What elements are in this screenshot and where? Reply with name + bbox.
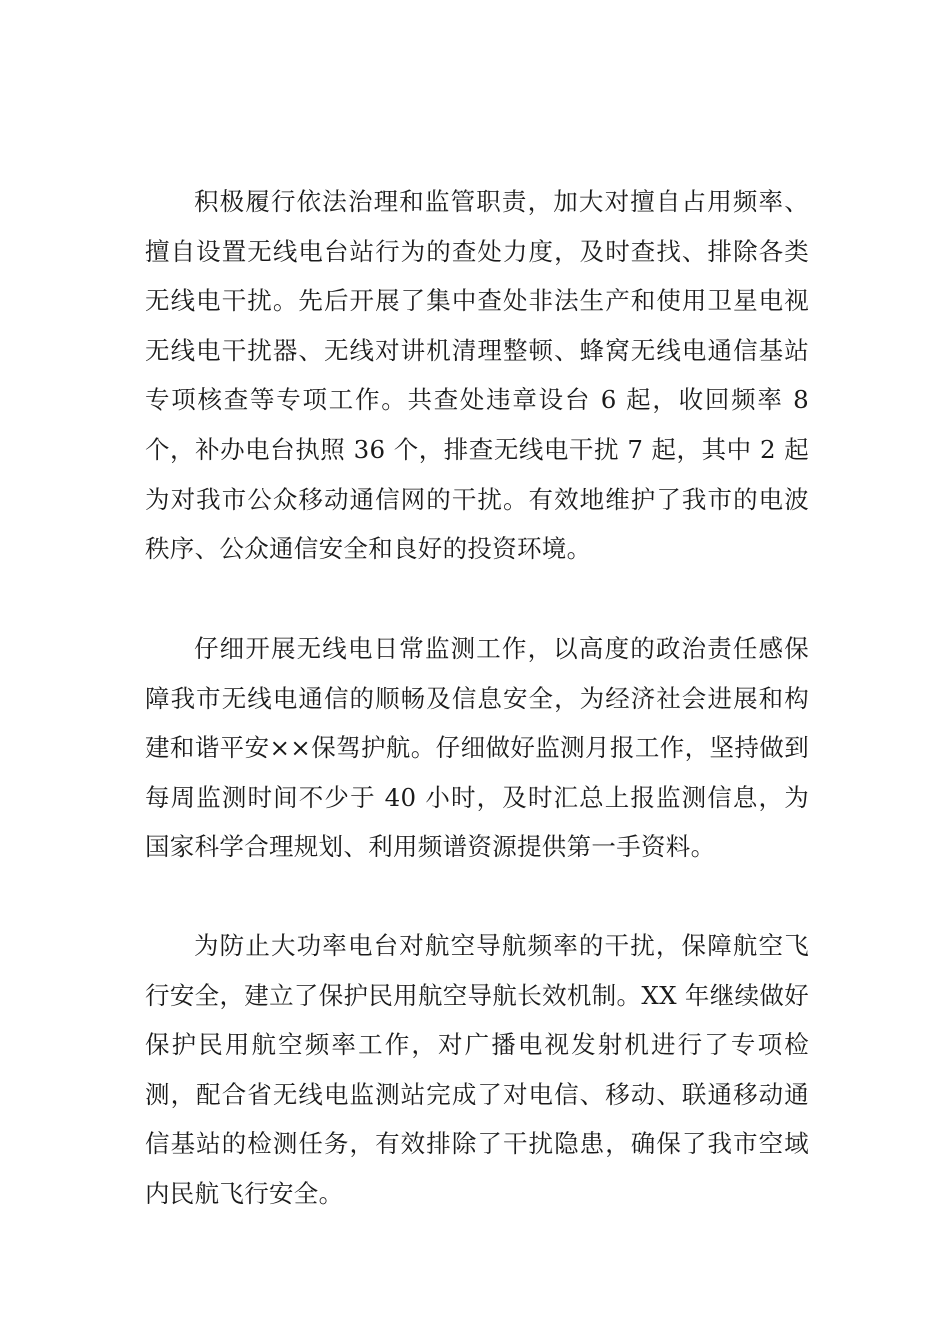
paragraph-radio-enforcement: 积极履行依法治理和监管职责，加大对擅自占用频率、擅自设置无线电台站行为的查处力度，及时查找、排除各类无线电干扰。先后开展了集中查处非法生产和使用卫星电视无线电干扰器、无线对讲机清理整顿、蜂窝无线电通信基站专项核查等专项工作。共查处违章设台 6 起，收回频率 8 个，补办电台执照 36 个，排查无线电干扰 7 起，其中 2 起为对我市公众移动通信网的干扰。有效地维护了我市的电波秩序、公众通信安全和良好的投资环境。 — [145, 187, 809, 564]
paragraph-daily-monitoring: 仔细开展无线电日常监测工作，以高度的政治责任感保障我市无线电通信的顺畅及信息安全，为经济社会进展和构建和谐平安××保驾护航。仔细做好监测月报工作，坚持做到每周监测时间不少于 40 小时，及时汇总上报监测信息，为国家科学合理规划、利用频谱资源提供第一手资料。 — [145, 634, 809, 862]
paragraph-aviation-protection: 为防止大功率电台对航空导航频率的干扰，保障航空飞行安全，建立了保护民用航空导航长效机制。XX 年继续做好保护民用航空频率工作，对广播电视发射机进行了专项检测，配合省无线电监测站完成了对电信、移动、联通移动通信基站的检测任务，有效排除了干扰隐患，确保了我市空域内民航飞行安全。 — [145, 931, 809, 1208]
